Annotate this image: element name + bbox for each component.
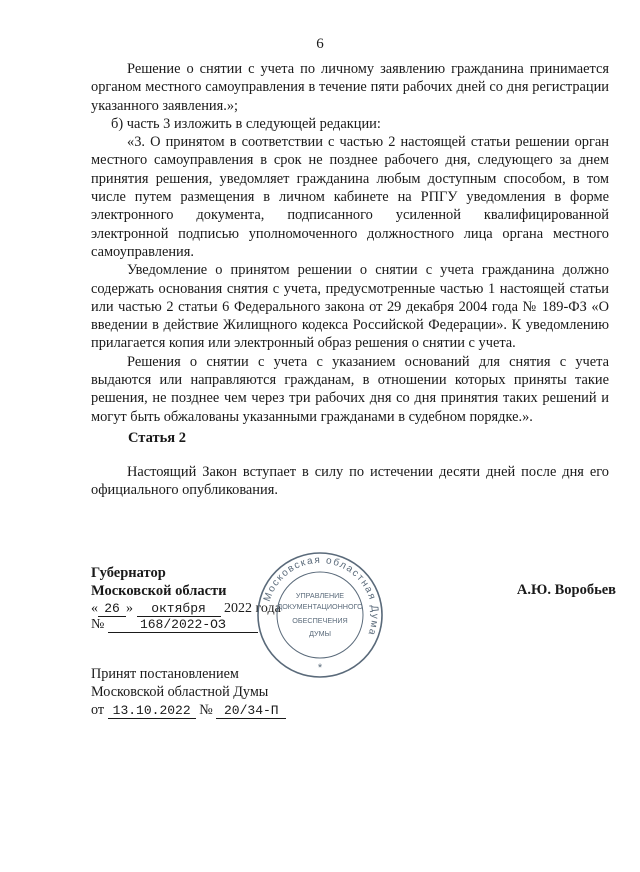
paragraph: Настоящий Закон вступает в силу по истечении десяти дней после дня его официального опубликования. <box>91 464 609 499</box>
law-number <box>91 617 258 633</box>
stamp-inner-text: ОБЕСПЕЧЕНИЯ <box>292 616 348 625</box>
signatory-title-line: Губернатор <box>91 565 166 581</box>
date-close-quote: » <box>126 601 133 616</box>
signatory-name: А.Ю. Воробьев <box>516 582 616 598</box>
adoption-date: 13.10.2022 <box>108 704 196 719</box>
number-sign: № <box>91 617 105 632</box>
signing-date <box>91 600 281 618</box>
stamp-inner-text: ДОКУМЕНТАЦИОННОГО <box>277 602 363 611</box>
number-sign: № <box>199 702 213 718</box>
paragraph: Решения о снятии с учета с указанием оснований для снятия с учета выдаются или направляются гражданам, в отношении которых приняты такие решения, не позднее чем через три рабочих дня со дня принятия таких решений и могут быть обжалованы указанными гражданами в судебном порядке.». <box>91 353 609 425</box>
date-open-quote: « <box>91 601 98 616</box>
paragraph: «3. О принятом в соответствии с частью 2 настоящей статьи решении орган местного самоуправления в срок не позднее рабочего дня, следующего за днем принятия решения, уведомляет гражданина любым доступным способом, в том числе путем размещения в личном кабинете на РПГУ уведомления в форме электронного документа, подписанного усиленной квалифицированной электронной подписью уполномоченного должностного лица органа местного самоуправления. <box>91 134 609 260</box>
paragraph: б) часть 3 изложить в следующей редакции: <box>111 115 381 132</box>
paragraph: Решение о снятии с учета по личному заявлению гражданина принимается органом местного самоуправления в течение пяти рабочих дней со дня регистрации указанного заявления.»; <box>91 61 609 114</box>
page-number: 6 <box>316 36 324 52</box>
signatory-title <box>91 564 227 600</box>
article-title: Статья 2 <box>128 430 186 446</box>
adoption-number: 20/34-П <box>216 704 286 719</box>
document-body <box>91 60 609 426</box>
stamp-star: * <box>317 662 323 674</box>
stamp-ring-text: Московская областная Дума <box>261 554 381 638</box>
adoption-line: Принят постановлением <box>91 666 239 682</box>
paragraph: Уведомление о принятом решении о снятии с учета гражданина должно содержать основания снятия с учета, предусмотренные частью 1 настоящей статьи или частью 2 статьи 6 Федерального закона от 29 декабря 2004 года № 189-ФЗ «О введении в действие Жилищного кодекса Российской Федерации». К уведомлению прилагается копия или электронный образ решения о снятии с учета. <box>91 262 609 352</box>
adoption-date-row <box>91 701 286 719</box>
law-number-value: 168/2022-ОЗ <box>108 618 258 633</box>
stamp-inner-ring <box>277 572 363 658</box>
official-stamp <box>255 550 385 680</box>
date-day: 26 <box>98 602 126 617</box>
date-month: октября <box>137 602 221 617</box>
from-label: от <box>91 702 105 718</box>
signatory-title-line: Московской области <box>91 583 227 599</box>
stamp-inner-text: УПРАВЛЕНИЕ <box>295 591 345 600</box>
article-body <box>91 463 609 500</box>
date-year: 2022 года <box>224 601 281 616</box>
adoption-line: Московской областной Думы <box>91 684 269 700</box>
stamp-inner-text: ДУМЫ <box>309 629 331 638</box>
